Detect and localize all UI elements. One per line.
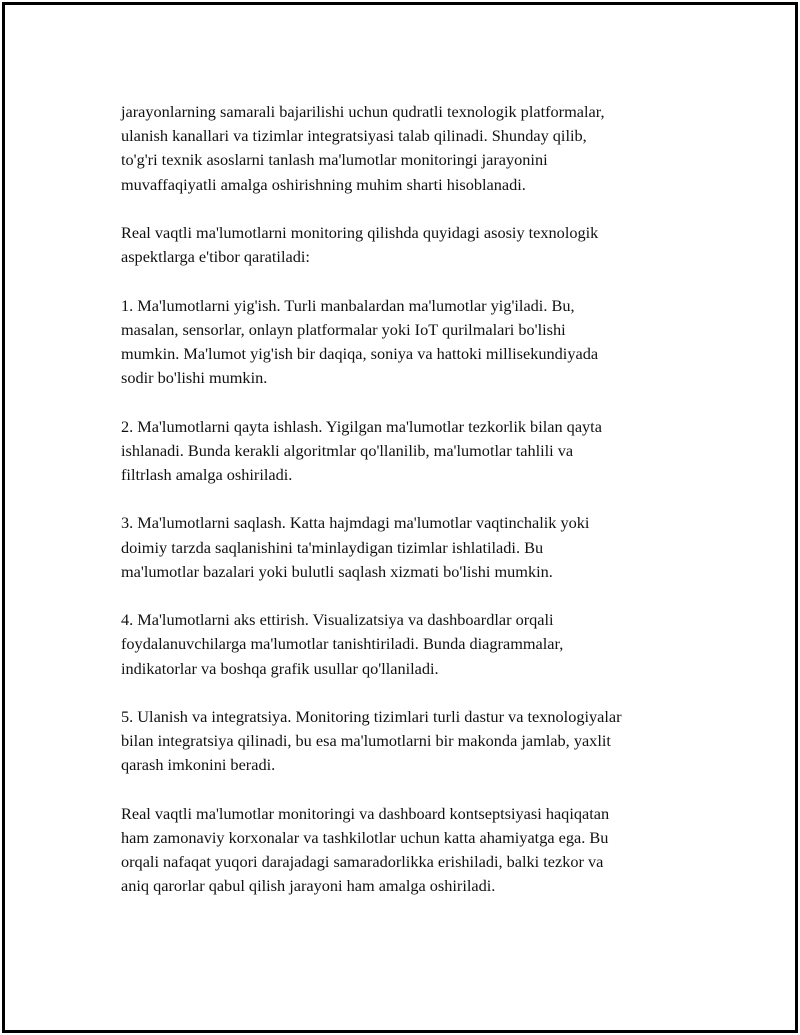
text-line: mumkin. Ma'lumot yig'ish bir daqiqa, soniya va hattoki millisekundiyada [121,344,599,363]
text-line: Real vaqtli ma'lumotlarni monitoring qilishda quyidagi asosiy texnologik [121,223,599,242]
paragraph-intro [121,100,701,197]
text-line: foydalanuvchilarga ma'lumotlar tanishtiriladi. Bunda diagrammalar, [121,634,564,654]
page-frame [2,2,798,1033]
text-line: aspektlarga e'tibor qaratiladi: [121,247,310,267]
text-line: orqali nafaqat yuqori darajadagi samaradorlikka erishiladi, balki tezkor va [121,852,604,872]
list-item-data-visualization [121,608,701,681]
text-line: ham zamonaviy korxonalar va tashkilotlar uchun katta ahamiyatga ega. Bu [121,827,609,847]
document-body [121,100,701,923]
text-line: sodir bo'lishi mumkin. [121,368,268,388]
text-line: ma'lumotlar bazalari yoki bulutli saqlash xizmati bo'lishi mumkin. [121,561,553,581]
text-line: 4. Ma'lumotlarni aks ettirish. Visualizatsiya va dashboardlar orqali [121,610,554,630]
text-line: bilan integratsiya qilinadi, bu esa ma'lumotlarni bir makonda jamlab, yaxlit [121,731,611,751]
text-line: 1. Ma'lumotlarni yig'ish. Turli manbalardan ma'lumotlar yig'iladi. Bu, [121,295,575,315]
text-line: qarash imkonini beradi. [121,755,276,775]
text-line: muvaffaqiyatli amalga oshirishning muhim sharti hisoblanadi. [121,174,526,194]
text-line: 2. Ma'lumotlarni qayta ishlash. Yigilgan ma'lumotlar tezkorlik bilan qayta [121,416,602,436]
text-line: ishlanadi. Bunda kerakli algoritmlar qo'llanilib, ma'lumotlar tahlili va [121,440,574,460]
text-line: aniq qarorlar qabul qilish jarayoni ham amalga oshiriladi. [121,876,496,896]
text-line: masalan, sensorlar, onlayn platformalar yoki IoT qurilmalari bo'lishi [121,319,566,339]
list-item-data-processing [121,415,701,488]
text-line: ulanish kanallari va tizimlar integratsiyasi talab qilinadi. Shunday qilib, [121,126,587,146]
paragraph-conclusion [121,802,701,899]
text-line: 5. Ulanish va integratsiya. Monitoring tizimlari turli dastur va texnologiyalar [121,706,622,726]
list-item-data-collection [121,294,701,391]
text-line: jarayonlarning samarali bajarilishi uchun qudratli texnologik platformalar, [121,102,605,121]
list-item-integration [121,705,701,778]
text-line: Real vaqtli ma'lumotlar monitoringi va dashboard kontseptsiyasi haqiqatan [121,803,610,823]
text-line: filtrlash amalga oshiriladi. [121,465,293,484]
text-line: to'g'ri texnik asoslarni tanlash ma'lumotlar monitoringi jarayonini [121,150,548,170]
text-line: indikatorlar va boshqa grafik usullar qo'llaniladi. [121,658,439,678]
text-line: doimiy tarzda saqlanishini ta'minlaydigan tizimlar ishlatiladi. Bu [121,537,544,557]
paragraph-aspects-intro [121,221,701,269]
list-item-data-storage [121,511,701,584]
text-line: 3. Ma'lumotlarni saqlash. Katta hajmdagi ma'lumotlar vaqtinchalik yoki [121,513,590,533]
